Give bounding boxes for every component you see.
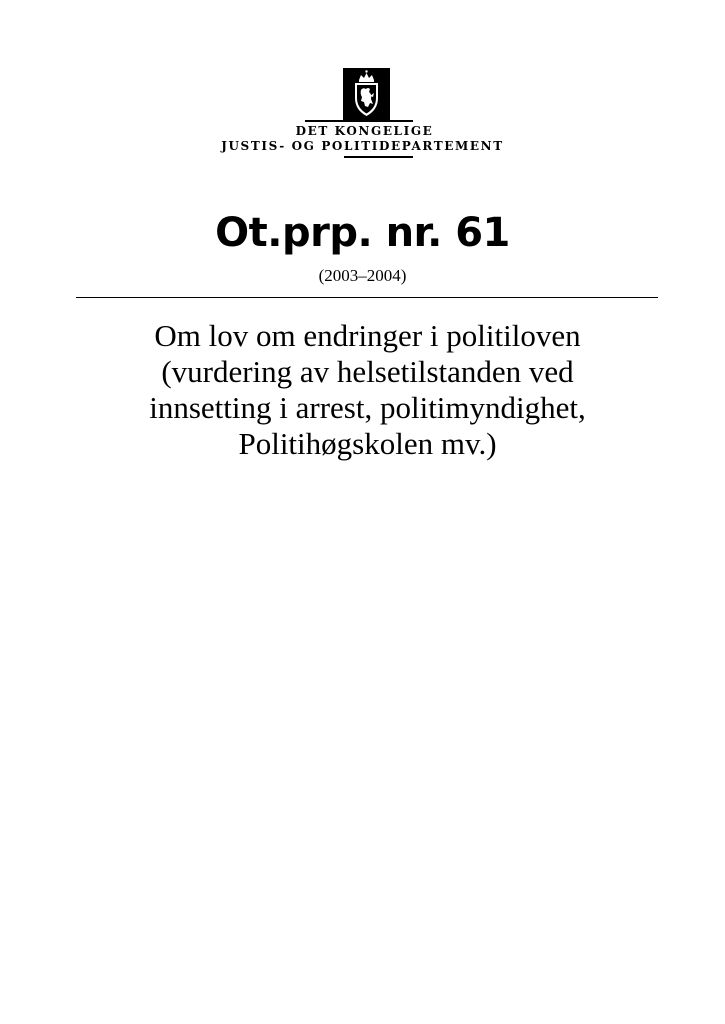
logo-rule-bottom (344, 156, 413, 158)
document-number: Ot.prp. nr. 61 (215, 210, 510, 256)
title-line: Politihøgskolen mv.) (238, 426, 497, 461)
horizontal-divider (76, 297, 658, 298)
ministry-logo (0, 68, 725, 164)
title-line: Om lov om endringer i politiloven (154, 318, 581, 353)
logo-rule-top (305, 120, 413, 122)
title-line: innsetting i arrest, politimyndighet, (149, 390, 586, 425)
title-line: (vurdering av helsetilstanden ved (161, 354, 574, 389)
ministry-name-line2: JUSTIS- OG POLITIDEPARTEMENT (221, 139, 504, 153)
document-session: (2003–2004) (318, 266, 407, 285)
ministry-name-line1: DET KONGELIGE (295, 124, 434, 138)
coat-of-arms-icon (343, 68, 390, 122)
document-title (80, 318, 655, 462)
